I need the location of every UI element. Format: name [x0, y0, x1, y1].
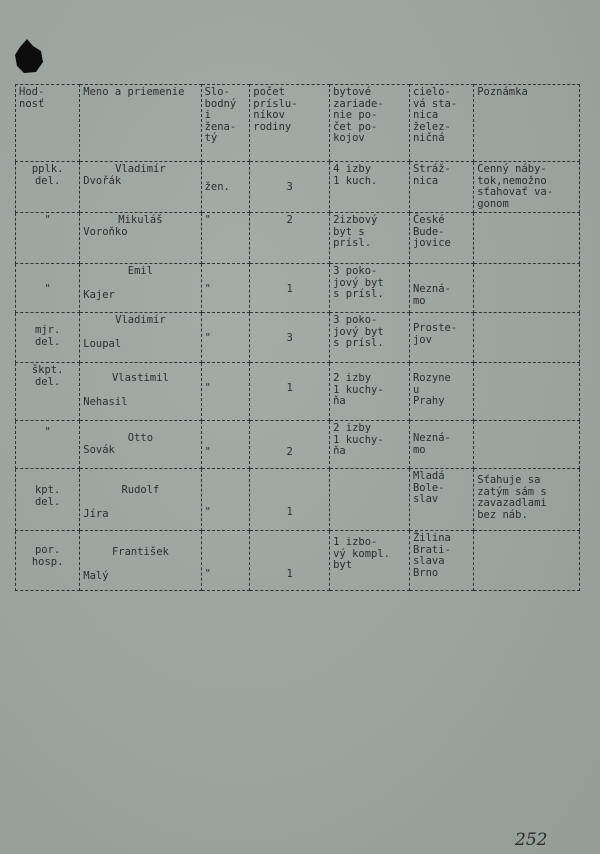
- last-name: Nehasil: [83, 395, 128, 408]
- header-housing: bytové zariade- nie po- čet po- kojov: [330, 85, 410, 162]
- cell-housing: 2 izby 1 kuchy- ňa: [330, 421, 410, 469]
- register-table: [15, 84, 580, 591]
- cell-station: Mladá Bole- slav: [409, 469, 473, 531]
- cell-rank: ": [16, 213, 80, 264]
- cell-family: 1: [250, 531, 330, 591]
- cell-note: [474, 531, 580, 591]
- cell-station: Nezná- mo: [409, 421, 473, 469]
- cell-marital: ": [201, 213, 250, 264]
- page-number: 252: [515, 830, 548, 850]
- cell-station: Nezná- mo: [409, 264, 473, 313]
- table-row: [16, 531, 580, 591]
- cell-name: [80, 421, 201, 469]
- last-name: Voroňko: [83, 225, 128, 238]
- cell-family: 1: [250, 363, 330, 421]
- cell-family: 1: [250, 264, 330, 313]
- cell-note: Cenný náby- tok,nemožno sťahovať va- gonom: [474, 162, 580, 213]
- cell-station: Stráž- nica: [409, 162, 473, 213]
- cell-family: 1: [250, 469, 330, 531]
- cell-family: 2: [250, 213, 330, 264]
- cell-housing: 4 izby 1 kuch.: [330, 162, 410, 213]
- table-row: [16, 421, 580, 469]
- cell-note: [474, 421, 580, 469]
- first-name: Mikuláš: [118, 214, 163, 226]
- cell-housing: 3 poko- jový byt s prísl.: [330, 313, 410, 363]
- cell-note: [474, 264, 580, 313]
- table-row: [16, 162, 580, 213]
- header-station: cielo- vá sta- nica želez- ničná: [409, 85, 473, 162]
- cell-note: Sťahuje sa zatým sám s zavazadlami bez náb.: [474, 469, 580, 531]
- last-name: Jíra: [83, 507, 109, 520]
- last-name: Kajer: [83, 288, 115, 301]
- cell-rank: ": [16, 264, 80, 313]
- cell-name: [80, 162, 201, 213]
- cell-station: Rozyne u Prahy: [409, 363, 473, 421]
- cell-station: České Bude- jovice: [409, 213, 473, 264]
- cell-note: [474, 213, 580, 264]
- last-name: Loupal: [83, 337, 122, 350]
- last-name: Sovák: [83, 443, 115, 456]
- cell-station: Proste- jov: [409, 313, 473, 363]
- first-name: Vladimír: [115, 314, 166, 326]
- header-marital: Slo- bodný i žena- tý: [201, 85, 250, 162]
- first-name: František: [111, 546, 169, 558]
- cell-family: 2: [250, 421, 330, 469]
- cell-rank: por. hosp.: [16, 531, 80, 591]
- last-name: Malý: [83, 569, 109, 582]
- first-name: Emil: [127, 265, 154, 277]
- table-row: [16, 313, 580, 363]
- cell-housing: 2izbový byt s prísl.: [330, 213, 410, 264]
- table-row: [16, 264, 580, 313]
- cell-note: [474, 363, 580, 421]
- cell-rank: ": [16, 421, 80, 469]
- first-name: Rudolf: [121, 484, 160, 496]
- cell-station: Žilina Brati- slava Brno: [409, 531, 473, 591]
- first-name: Otto: [127, 432, 154, 444]
- cell-note: [474, 313, 580, 363]
- header-row: [16, 85, 580, 162]
- cell-name: [80, 213, 201, 264]
- header-family: počet príslu- níkov rodiny: [250, 85, 330, 162]
- table-row: [16, 363, 580, 421]
- cell-family: 3: [250, 162, 330, 213]
- header-name: Meno a priemenie: [80, 85, 201, 162]
- cell-name: [80, 531, 201, 591]
- first-name: Vladimír: [115, 163, 166, 175]
- cell-name: [80, 469, 201, 531]
- cell-name: [80, 313, 201, 363]
- cell-housing: 2 izby 1 kuchy- ňa: [330, 363, 410, 421]
- cell-rank: kpt. del.: [16, 469, 80, 531]
- cell-rank: škpt. del.: [16, 363, 80, 421]
- cell-marital: ": [201, 313, 250, 363]
- cell-family: 3: [250, 313, 330, 363]
- first-name: Vlastimil: [111, 372, 169, 384]
- header-rank: Hod- nosť: [16, 85, 80, 162]
- punch-hole-icon: [14, 38, 44, 74]
- table-row: [16, 469, 580, 531]
- cell-housing: 3 poko- jový byt s prísl.: [330, 264, 410, 313]
- cell-name: [80, 264, 201, 313]
- cell-marital: ": [201, 531, 250, 591]
- cell-rank: mjr. del.: [16, 313, 80, 363]
- cell-marital: ": [201, 264, 250, 313]
- cell-marital: ": [201, 469, 250, 531]
- last-name: Dvořák: [83, 174, 122, 187]
- cell-marital: ": [201, 421, 250, 469]
- cell-rank: pplk. del.: [16, 162, 80, 213]
- cell-marital: žen.: [201, 162, 250, 213]
- cell-housing: [330, 469, 410, 531]
- cell-housing: 1 izbo- vý kompl. byt: [330, 531, 410, 591]
- header-note: Poznámka: [474, 85, 580, 162]
- cell-name: [80, 363, 201, 421]
- table-row: [16, 213, 580, 264]
- cell-marital: ": [201, 363, 250, 421]
